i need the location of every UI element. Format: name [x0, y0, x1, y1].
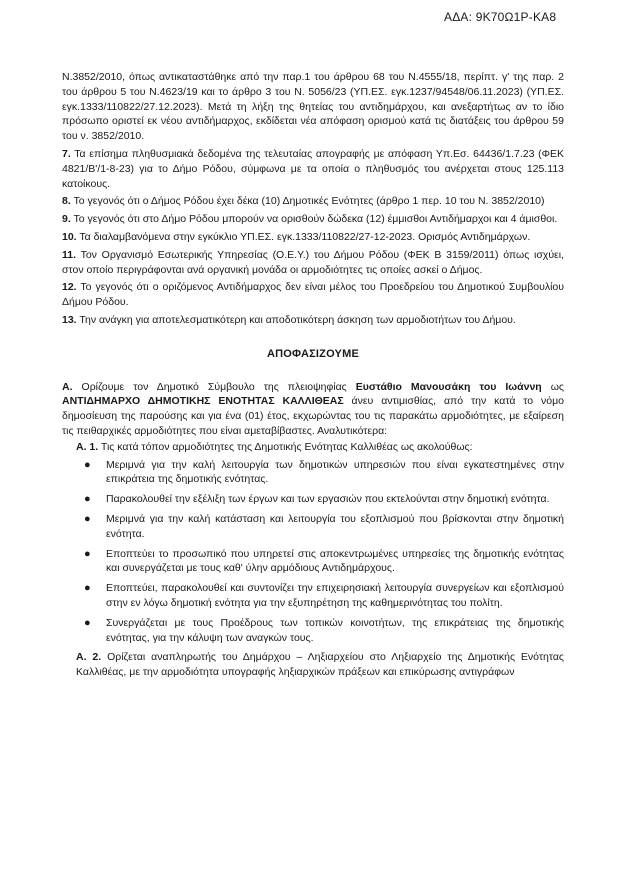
- paragraph-number: 8.: [62, 195, 71, 208]
- document-body: [62, 70, 564, 680]
- bullet-icon: ●: [84, 512, 91, 525]
- subsection-text: Τις κατά τόπον αρμοδιότητες της Δημοτικής Ενότητας Καλλιθέας ως ακολούθως:: [98, 440, 473, 453]
- bullet-icon: ●: [84, 547, 91, 560]
- list-item-text: Εποπτεύει το προσωπικό που υπηρετεί στις αποκεντρωμένες υπηρεσίες της δημοτικής ενότητας και συνεργάζεται με τους καθ' ύλην αρμόδιους Αντιδημάρχους.: [106, 547, 564, 575]
- appointee-role: ΑΝΤΙΔΗΜΑΡΧΟ ΔΗΜΟΤΙΚΗΣ ΕΝΟΤΗΤΑΣ ΚΑΛΛΙΘΕΑΣ: [62, 395, 344, 408]
- list-item: [62, 458, 564, 488]
- paragraph-number: 10.: [62, 230, 77, 243]
- section-text: Ορίζουμε τον Δημοτικό Σύμβουλο της πλειοψηφίας: [72, 380, 356, 393]
- bullet-icon: ●: [84, 616, 91, 629]
- decision-heading: ΑΠΟΦΑΣΙΖΟΥΜΕ: [267, 347, 359, 360]
- list-item: [62, 616, 564, 646]
- paragraph-11: [62, 248, 564, 278]
- list-item: [62, 547, 564, 577]
- list-item-text: Εποπτεύει, παρακολουθεί και συντονίζει την επιχειρησιακή λειτουργία συνεργείων και εξοπλισμού στην εν λόγω δημοτική ενότητα για την εξυπηρέτηση της καθημερινότητας του πολίτη.: [106, 582, 564, 609]
- responsibilities-list: [62, 458, 564, 646]
- paragraph-number: 13.: [62, 313, 77, 326]
- subsection-text: Ορίζεται αναπληρωτής του Δημάρχου – Ληξιαρχείου στο Ληξιαρχείο της Δημοτικής Ενότητας Καλλιθέας, με την αρμοδιότητα υπογραφής ληξιαρχικών πράξεων και επικύρωσης αντιγράφων: [76, 651, 564, 679]
- bullet-icon: ●: [84, 458, 91, 471]
- paragraph-12: [62, 280, 564, 310]
- ada-code: ΑΔΑ: 9Κ70Ω1Ρ-ΚΑ8: [444, 10, 557, 24]
- subsection-label: Α. 2.: [76, 651, 102, 664]
- paragraph-13: [62, 313, 564, 328]
- paragraph-6-continuation: Ν.3852/2010, όπως αντικαταστάθηκε από την παρ.1 του άρθρου 68 του Ν.4555/18, περίπτ. γ' της παρ. 2 του άρθρου 5 του Ν.4623/19 και το άρθρο 3 του Ν. 5056/23 (ΥΠ.ΕΣ. εγκ.1237/94548/06.11.2023) (ΥΠ.ΕΣ. εγκ.1333/110822/27.12.2023). Μετά τη λήξη της θητείας του αντιδημάρχου, και ανεξαρτήτως αν το ίδιο πρόσωπο οριστεί εκ νέου αντιδήμαρχος, εκδίδεται νέα απόφαση ορισμού κατά τις διατάξεις του άρθρου 59 του ν. 3852/2010.: [62, 71, 564, 143]
- paragraph-text: Την ανάγκη για αποτελεσματικότερη και αποδοτικότερη άσκηση των αρμοδιοτήτων του Δήμου.: [79, 313, 516, 326]
- paragraph-10: [62, 230, 564, 245]
- paragraph-number: 9.: [62, 213, 71, 226]
- appointee-name: Ευστάθιο Μανουσάκη του Ιωάννη: [355, 380, 542, 393]
- paragraph-9: [62, 212, 564, 227]
- list-item-text: Συνεργάζεται με τους Προέδρους των τοπικών κοινοτήτων, της επικράτειας της δημοτικής ενότητας, για την κάλυψη των αναγκών τους.: [106, 616, 564, 644]
- subsection-a1: [62, 440, 564, 455]
- list-item-text: Παρακολουθεί την εξέλιξη των έργων και των εργασιών που εκτελούνται στην δημοτική ενότητα.: [106, 493, 550, 506]
- paragraph-text: Τα διαλαμβανόμενα στην εγκύκλιο ΥΠ.ΕΣ. εγκ.1333/110822/27-12-2023. Ορισμός Αντιδημάρχων.: [79, 230, 531, 243]
- paragraph-number: 12.: [62, 281, 77, 294]
- paragraph-number: 7.: [62, 147, 71, 160]
- paragraph-8: [62, 194, 564, 209]
- list-item: [62, 492, 564, 507]
- subsection-a2: [62, 650, 564, 680]
- paragraph-text: Τον Οργανισμό Εσωτερικής Υπηρεσίας (Ο.Ε.Υ.) του Δήμου Ρόδου (ΦΕΚ Β 3159/2011) όπως ισχύει, στον οποίο περιγράφονται ανά οργανική μονάδα οι αρμοδιότητες τις οποίες ασκεί ο Δήμος.: [62, 248, 564, 276]
- bullet-icon: ●: [84, 582, 91, 595]
- paragraph-text: Τα επίσημα πληθυσμιακά δεδομένα της τελευταίας απογραφής με απόφαση Υπ.Εσ. 64436/1.7.23 (ΦΕΚ 4821/Β'/1-8-23) για το Δήμο Ρόδου, σύμφωνα με τα οποία ο πληθυσμός του ανέρχεται στους 125.113 κατοίκους.: [62, 147, 564, 190]
- section-text: άνευ αντιμισθίας, από την κατά το νόμο δημοσίευση της παρούσης και για ένα (01) έτος, εκχωρώντας του τις παρακάτω αρμοδιότητες, με εξαίρεση τις πειθαρχικές αρμοδιότητες που είναι αμεταβίβαστες. Αναλυτικότερα:: [62, 395, 564, 437]
- section-a: [62, 380, 564, 439]
- paragraph-text: Το γεγονός ότι στο Δήμο Ρόδου μπορούν να ορισθούν δώδεκα (12) έμμισθοι Αντιδήμαρχοι και 4 άμισθοι.: [73, 213, 558, 226]
- paragraph-text: Το γεγονός ότι ο Δήμος Ρόδου έχει δέκα (10) Δημοτικές Ενότητες (άρθρο 1 περ. 10 του Ν. 3852/2010): [73, 195, 545, 208]
- bullet-icon: ●: [84, 493, 91, 506]
- list-item-text: Μεριμνά για την καλή λειτουργία των δημοτικών υπηρεσιών που είναι εγκατεστημένες στην επικράτεια της δημοτικής ενότητας.: [106, 458, 564, 486]
- subsection-label: Α. 1.: [76, 440, 99, 453]
- list-item-text: Μεριμνά για την καλή κατάσταση και λειτουργία του εξοπλισμού που βρίσκονται στην δημοτική ενότητα.: [106, 512, 564, 540]
- section-text: ως: [541, 380, 564, 393]
- paragraph-text: Το γεγονός ότι ο οριζόμενος Αντιδήμαρχος δεν είναι μέλος του Προεδρείου του Δημοτικού Συμβουλίου Δήμου Ρόδου.: [62, 281, 564, 309]
- paragraph-7: [62, 147, 564, 191]
- list-item: [62, 512, 564, 542]
- paragraph-number: 11.: [62, 248, 77, 261]
- section-label: Α.: [62, 380, 73, 393]
- list-item: [62, 581, 564, 611]
